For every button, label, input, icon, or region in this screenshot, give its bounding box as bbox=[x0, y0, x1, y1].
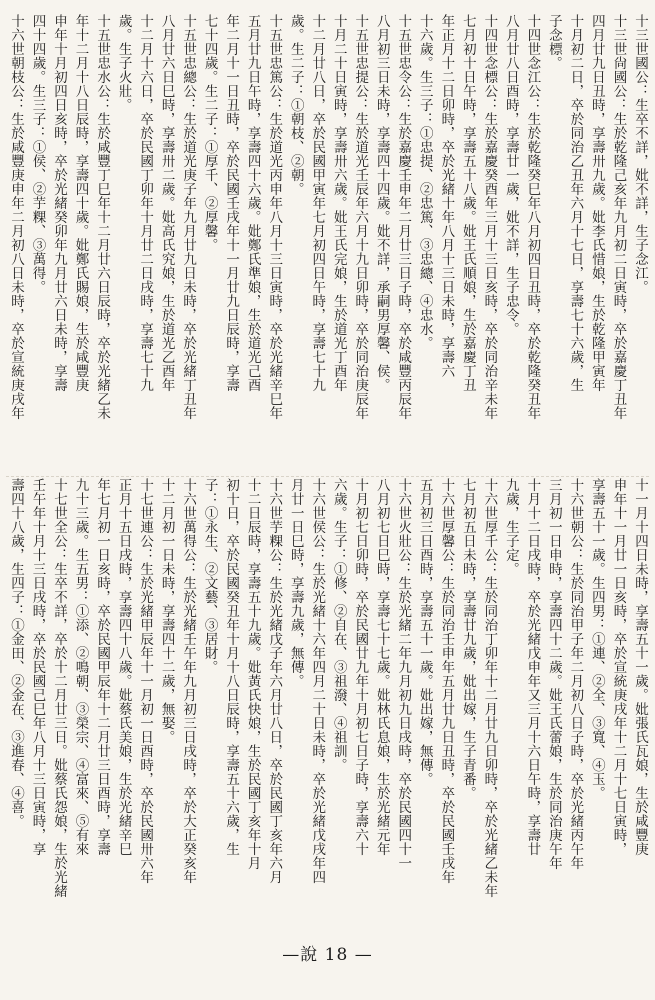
text-column: 十六世火壯公：生於光緒二年九月初九日戌時，卒於民國四十一 bbox=[395, 478, 412, 870]
text-column: 十月初七日卯時，卒於民國廿九年十月初七日子時，享壽六十 bbox=[352, 478, 369, 856]
text-column: 十七世連公：生於光緒甲辰年十一月初一日酉時，卒於民國卅六年 bbox=[137, 478, 154, 884]
text-column: 初十日，卒於民國癸丑年十月十八日辰時，享壽五十六歲，生 bbox=[223, 478, 240, 856]
text-column: 十二月初一日未時，享壽四十二歲，無娶。 bbox=[158, 478, 175, 744]
text-column: 年七月初一日亥時，卒於民國甲辰年十二月廿三日酉時，享壽 bbox=[94, 478, 111, 856]
text-column: 十五世忠提公：生於道光壬辰年六月十九日卯時，卒於同治庚辰年 bbox=[352, 14, 369, 420]
text-column: 十月二十日寅時，享壽卅六歲。妣王氏完娘，生於道光丁酉年 bbox=[330, 14, 347, 392]
text-column: 十二月廿八日，卒於民國甲寅年七月初四日午時，享壽七十九 bbox=[309, 14, 326, 392]
text-column: 九歲，生子定。 bbox=[502, 478, 519, 576]
text-column: 十五世忠令公：生於嘉慶壬申年二月廿三日子時，卒於咸豐丙辰年 bbox=[395, 14, 412, 420]
text-column: 十三世尙國公：生於乾隆己亥年九月初二日寅時，卒於嘉慶丁丑年 bbox=[610, 14, 627, 420]
lower-text-block bbox=[6, 478, 649, 926]
text-column: 年正月十二日卯時，卒於光緒十年八月十三日未時，享壽六 bbox=[438, 14, 455, 378]
text-column: 十五世忠總公：生於道光庚子年九月廿九日未時，卒於光緒丁丑年 bbox=[180, 14, 197, 420]
text-column: 九十三歲。生五男：①添、②鳴朝、③榮宗、④富來、⑤有來 bbox=[72, 478, 89, 856]
text-column: 七月初五日未時，享壽廿九歲，妣出嫁，生子青番。 bbox=[459, 478, 476, 800]
text-column: 十六世朝枝公：生於咸豐庚申年二月初八日未時，卒於宣統庚戌年 bbox=[8, 14, 24, 420]
text-column: 十月初二日，卒於同治乙丑年六月十七日，享壽七十六歲，生 bbox=[567, 14, 584, 392]
upper-text-block bbox=[6, 14, 649, 476]
text-column: 十二月十六日，卒於民國丁卯年十月廿二日戌時，享壽七十九 bbox=[137, 14, 154, 392]
text-column: 正月十五日戌時，享壽四十八歲。妣蔡氏美娘，生於光緒辛巳 bbox=[115, 478, 132, 856]
text-column: 十六世朝公：生於同治甲子年二月初八日子時，卒於光緒丙午年 bbox=[567, 478, 584, 870]
text-column: 十六世厚千公：生於同治丁卯年十二月廿九日卯時，卒於光緒乙未年 bbox=[481, 478, 498, 898]
text-column: 十四世念江公：生於乾隆癸巳年八月初四日丑時，卒於乾隆癸丑年 bbox=[524, 14, 541, 420]
text-column: 四十四歲。生三子：①侯、②芋粿、③萬得。 bbox=[29, 14, 46, 294]
text-column: 壬午年十月十三日戌時，卒於民國己巳年八月十三日寅時，享 bbox=[29, 478, 46, 856]
text-column: 歲。生子火壯。 bbox=[115, 14, 132, 112]
text-column: 年十二月十八日辰時，享壽四十歲。妣鄭氏賜娘，生於咸豐庚 bbox=[72, 14, 89, 392]
text-column: 六歲。生子：①修、②自在、③祖潑、④祖訓。 bbox=[330, 478, 347, 772]
text-column: 十月十二日戌時，卒於光緒戊申年又三月十六日午時，享壽廿 bbox=[524, 478, 541, 856]
text-column: 月廿一日巳時，享壽九歲，無傳。 bbox=[287, 478, 304, 688]
text-column: 享壽五十一歲。生四男：①連、②全、③寬、④玉。 bbox=[588, 478, 605, 800]
text-column: 十七世全公：生卒不詳，卒於十二月廿三日。妣蔡氏怨娘，生於光緒 bbox=[51, 478, 68, 898]
text-column: 十六世厚馨公：生於同治壬申年五月廿九日丑時，卒於民國壬戌年 bbox=[438, 478, 455, 884]
text-column: 八月廿六日巳時，享壽卅二歲。妣高氏究娘，生於道光乙酉年 bbox=[158, 14, 175, 392]
page-number: —說 18 — bbox=[282, 945, 373, 965]
text-column: 四月廿九日丑時，享壽卅九歲。妣李氏惜娘，生於乾隆甲寅年 bbox=[588, 14, 605, 392]
text-column: 十六歲。生三子：①忠提、②忠篤、③忠總、④忠水。 bbox=[416, 14, 433, 350]
text-column: 年二月十一日丑時，卒於民國壬戌年十一月廿九日辰時，享壽 bbox=[223, 14, 240, 392]
text-column: 八月初三日未時，享壽四十四歲。妣不詳，承嗣男厚馨、侯。 bbox=[373, 14, 390, 392]
text-column: 申年十月初四日亥時，卒於光緒癸卯年九月廿六日未時，享壽 bbox=[51, 14, 68, 392]
text-column: 三月初一日申時，享壽四十二歲。妣王氏蕾娘，生於同治庚午年 bbox=[545, 478, 562, 870]
text-column: 十三世國公：生卒不詳，妣不詳，生子念江。 bbox=[631, 14, 648, 294]
text-column: 十五世忠水公：生於咸豐丁巳年十二月廿六日辰時，卒於光緒乙未 bbox=[94, 14, 111, 420]
text-column: 歲。生二子：①朝枝、②朝。 bbox=[287, 14, 304, 196]
text-column: 八月廿八日酉時，享壽廿一歲，妣不詳，生子忠令。 bbox=[502, 14, 519, 336]
text-column: 七十四歲。生二子：①厚千、②厚馨。 bbox=[201, 14, 218, 252]
text-column: 子：①永生、②文藝、③居財。 bbox=[201, 478, 218, 674]
text-column: 七月初十日午時，享壽五十八歲。妣王氏順娘，生於嘉慶丁丑 bbox=[459, 14, 476, 392]
block-divider bbox=[6, 476, 649, 477]
text-column: 十五世忠篤公：生於道光丙申年八月十三日寅時，卒於光緒辛巳年 bbox=[266, 14, 283, 420]
text-column: 申年十一月廿一日亥時，卒於宣統庚戌年十二月十七日寅時， bbox=[610, 478, 627, 856]
text-column: 子念標。 bbox=[545, 14, 562, 70]
text-column: 十六世侯公：生於光緒十六年四月二十日未時，卒於光緒戊戌年四 bbox=[309, 478, 326, 884]
text-column: 十六世萬得公：生於光緒壬午年九月初三日戌時，卒於大正癸亥年 bbox=[180, 478, 197, 884]
text-column: 五月廿九日午時，享壽四十六歲。妣鄭氏準娘，生於道光己酉 bbox=[244, 14, 261, 392]
text-column: 十六世芋粿公：生於光緒戊子年六月廿八日，卒於民國丁亥年六月 bbox=[266, 478, 283, 884]
text-column: 壽四十八歲，生四子：①金田、②金在、③進春、④喜。 bbox=[8, 478, 24, 828]
text-column: 十二日辰時，享壽五十九歲。妣黃氏快娘，生於民國丁亥年十月 bbox=[244, 478, 261, 870]
text-column: 十一月十四日未時，享壽五十一歲。妣張氏瓦娘，生於咸豐庚 bbox=[631, 478, 648, 856]
text-column: 五月初三日酉時，享壽五十一歲。妣出嫁，無傳。 bbox=[416, 478, 433, 786]
text-column: 八月初七日巳時，享壽七十七歲。妣林氏息娘，生於光緒元年 bbox=[373, 478, 390, 856]
text-column: 十四世念標公：生於嘉慶癸酉年三月十三日亥時，卒於同治辛未年 bbox=[481, 14, 498, 420]
